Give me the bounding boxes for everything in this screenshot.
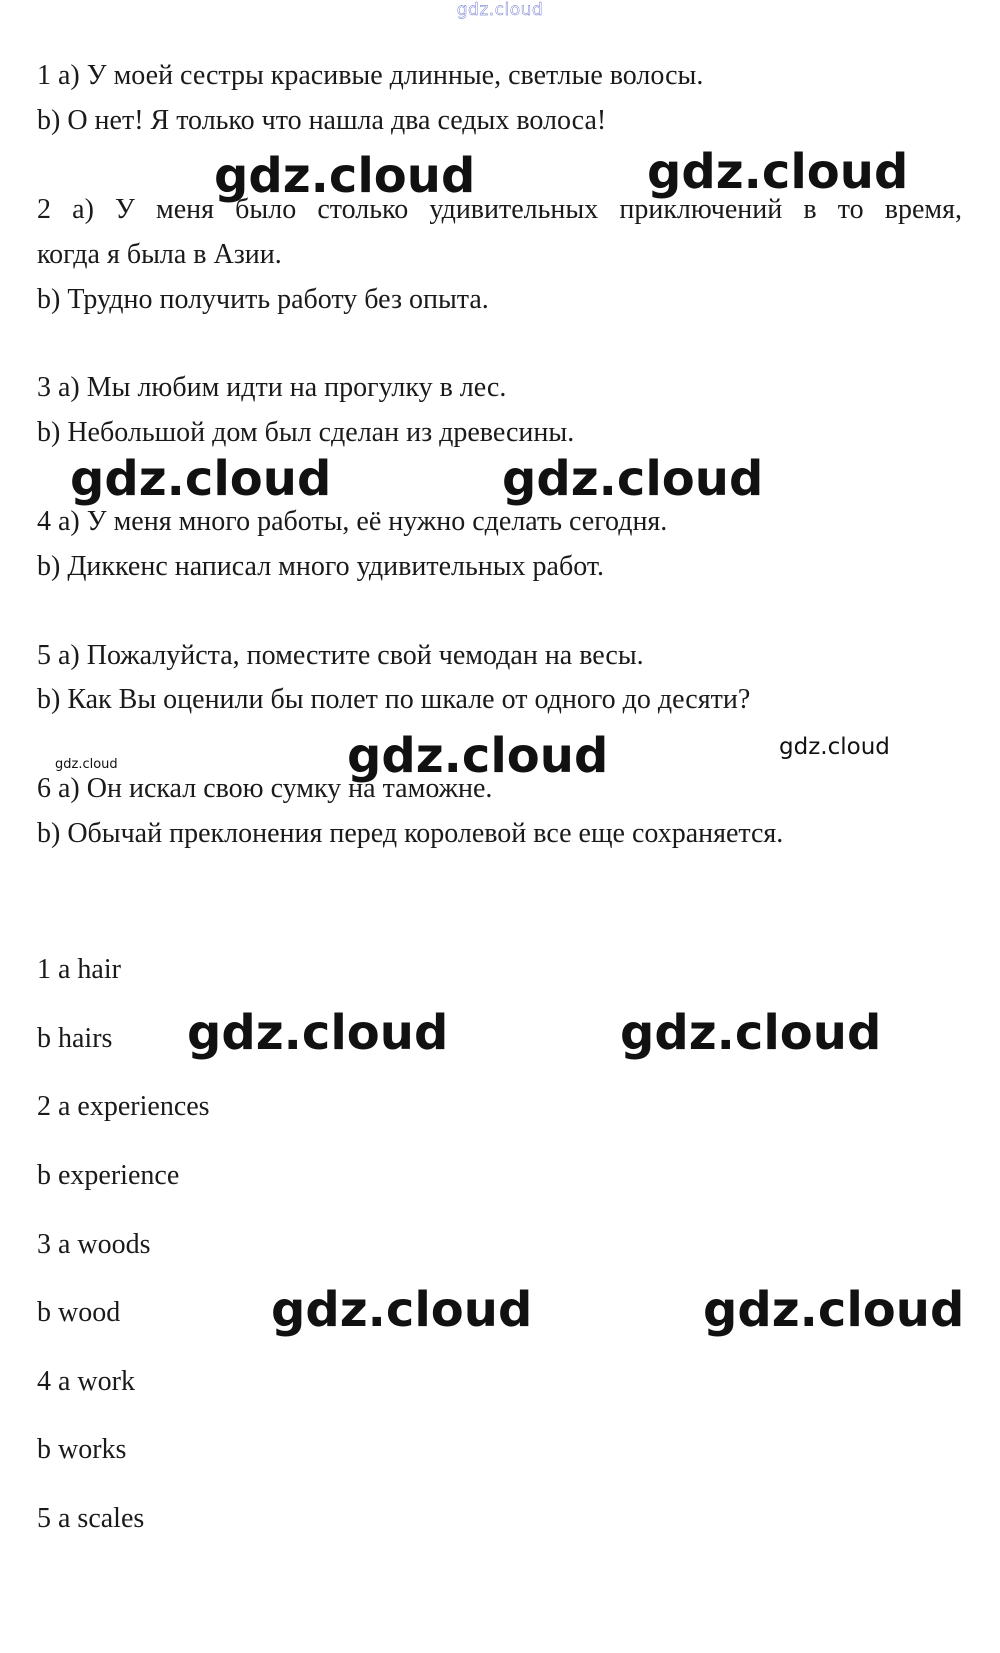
watermark: gdz.cloud <box>347 728 609 784</box>
translation-1a: 1 a) У моей сестры красивые длинные, светлые волосы. <box>37 60 704 91</box>
translation-3a: 3 a) Мы любим идти на прогулку в лес. <box>37 372 507 403</box>
translation-5a: 5 a) Пожалуйста, поместите свой чемодан на весы. <box>37 640 644 671</box>
answer-2a: 2 a experiences <box>37 1091 210 1122</box>
watermark: gdz.cloud <box>271 1282 533 1338</box>
watermark: gdz.cloud <box>647 144 909 200</box>
watermark: gdz.cloud <box>703 1282 965 1338</box>
translation-1b: b) О нет! Я только что нашла два седых волоса! <box>37 105 607 136</box>
watermark: gdz.cloud <box>55 757 118 772</box>
answer-4a: 4 a work <box>37 1366 135 1397</box>
translation-6b: b) Обычай преклонения перед королевой все еще сохраняется. <box>37 818 784 849</box>
answer-1b: b hairs <box>37 1023 113 1054</box>
answer-3a: 3 a woods <box>37 1229 151 1260</box>
watermark: gdz.cloud <box>779 734 890 760</box>
translation-2b: b) Трудно получить работу без опыта. <box>37 284 489 315</box>
answer-2b: b experience <box>37 1160 180 1191</box>
translation-3b: b) Небольшой дом был сделан из древесины. <box>37 417 575 448</box>
translation-4a: 4 a) У меня много работы, её нужно сделать сегодня. <box>37 506 668 537</box>
watermark: gdz.cloud <box>187 1005 449 1061</box>
answer-3b: b wood <box>37 1297 121 1328</box>
watermark: gdz.cloud <box>70 451 332 507</box>
translation-6a: 6 a) Он искал свою сумку на таможне. <box>37 773 493 804</box>
answer-4b: b works <box>37 1434 127 1465</box>
translation-2a-line1: 2 a) У меня было столько удивительных приключений в то время, <box>37 194 962 225</box>
header-watermark: gdz.cloud <box>456 0 544 20</box>
watermark: gdz.cloud <box>620 1005 882 1061</box>
translation-4b: b) Диккенс написал много удивительных работ. <box>37 551 604 582</box>
answer-1a: 1 a hair <box>37 954 121 985</box>
translation-2a-line2: когда я была в Азии. <box>37 239 282 270</box>
watermark: gdz.cloud <box>502 451 764 507</box>
translation-5b: b) Как Вы оценили бы полет по шкале от одного до десяти? <box>37 684 751 715</box>
answer-5a: 5 a scales <box>37 1503 145 1534</box>
watermark: gdz.cloud <box>214 148 476 204</box>
